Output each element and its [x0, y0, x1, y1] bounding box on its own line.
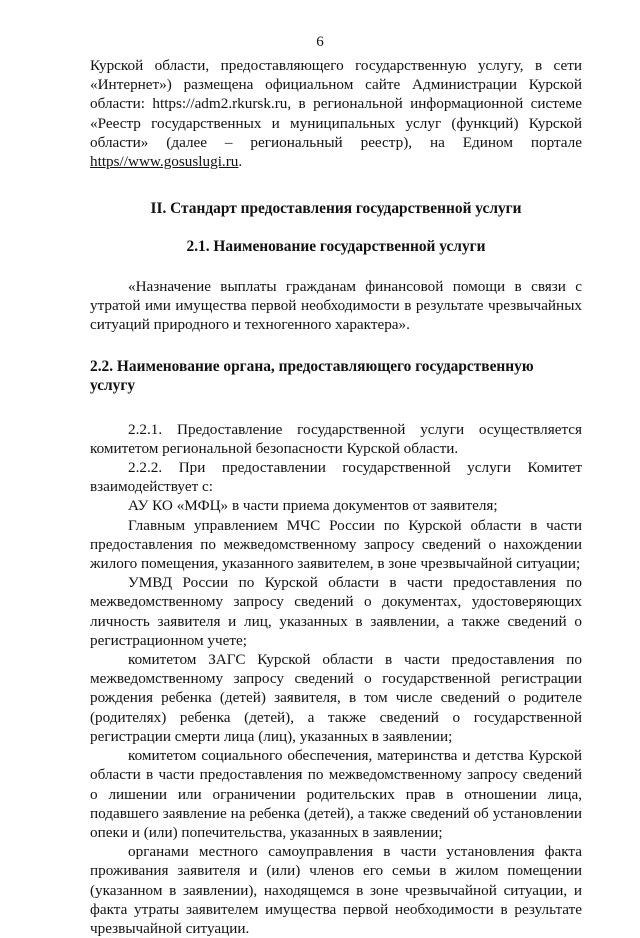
service-name-paragraph: «Назначение выплаты гражданам финансовой помощи в связи с утратой ими имущества первой необходимости в результате чрезвычайных ситуаций природного и техногенного характера». [90, 277, 582, 334]
paragraph-2-2-1: 2.2.1. Предоставление государственной услуги осуществляется комитетом региональной безопасности Курской области. [90, 420, 582, 457]
gosuslugi-link[interactable]: https//www.gosuslugi.ru [90, 153, 239, 171]
paragraph-mchs: Главным управлением МЧС России по Курской области в части предоставления по межведомственному запросу сведений о нахождении жилого помещения, указанного заявителем, в зоне чрезвычайной ситуации; [90, 516, 582, 573]
paragraph-2-2-2: 2.2.2. При предоставлении государственной услуги Комитет взаимодействует с: [90, 459, 582, 496]
subsection-2-2-title: 2.2. Наименование органа, предоставляющего государственную услугу [90, 358, 534, 395]
paragraph-mfc: АУ КО «МФЦ» в части приема документов от заявителя; [128, 497, 498, 515]
intro-text: Курской области, предоставляющего государственную услугу, в сети «Интернет») размещена официальном сайте Администрации Курской области: https://adm2.rkursk.ru, в региональной информационной системе «Реестр государственных и муниципальных услуг (функций) Курской области» (далее – региональный реестр), на Едином портале [90, 57, 582, 151]
document-body [90, 56, 582, 938]
intro-tail: . [238, 153, 243, 171]
paragraph-umvd: УМВД России по Курской области в части предоставления по межведомственному запросу сведений о документах, удостоверяющих личность заявителя и лиц, указанных в заявлении, а также сведений о регистрационном учете; [90, 574, 582, 649]
subsection-2-1-title: 2.1. Наименование государственной услуги [186, 238, 486, 256]
page-number: 6 [316, 34, 324, 50]
paragraph-zags: комитетом ЗАГС Курской области в части предоставления по межведомственному запросу сведений о государственной регистрации рождения ребенка (детей) заявителя, в том числе сведений о родителе (родителях) ребенка (детей), а также сведений о государственной регистрации смерти лица (лиц), указанных в заявлении; [90, 651, 582, 745]
paragraph-local-government: органами местного самоуправления в части установления факта проживания заявителя и (или) членов его семьи в жилом помещении (указанном в заявлении), находящемся в зоне чрезвычайной ситуации, и факта утраты заявителем имущества первой необходимости в результате чрезвычайной ситуации. [90, 843, 582, 937]
paragraph-social: комитетом социального обеспечения, материнства и детства Курской области в части предоставления по межведомственному запросу сведений о лишении или ограничении родительских прав в отношении лица, подавшего заявление на ребенка (детей), а также сведений об установлении опеки и (или) попечительства, указанных в заявлении; [90, 747, 582, 841]
intro-paragraph [90, 56, 582, 171]
section-title: II. Стандарт предоставления государственной услуги [150, 200, 522, 218]
